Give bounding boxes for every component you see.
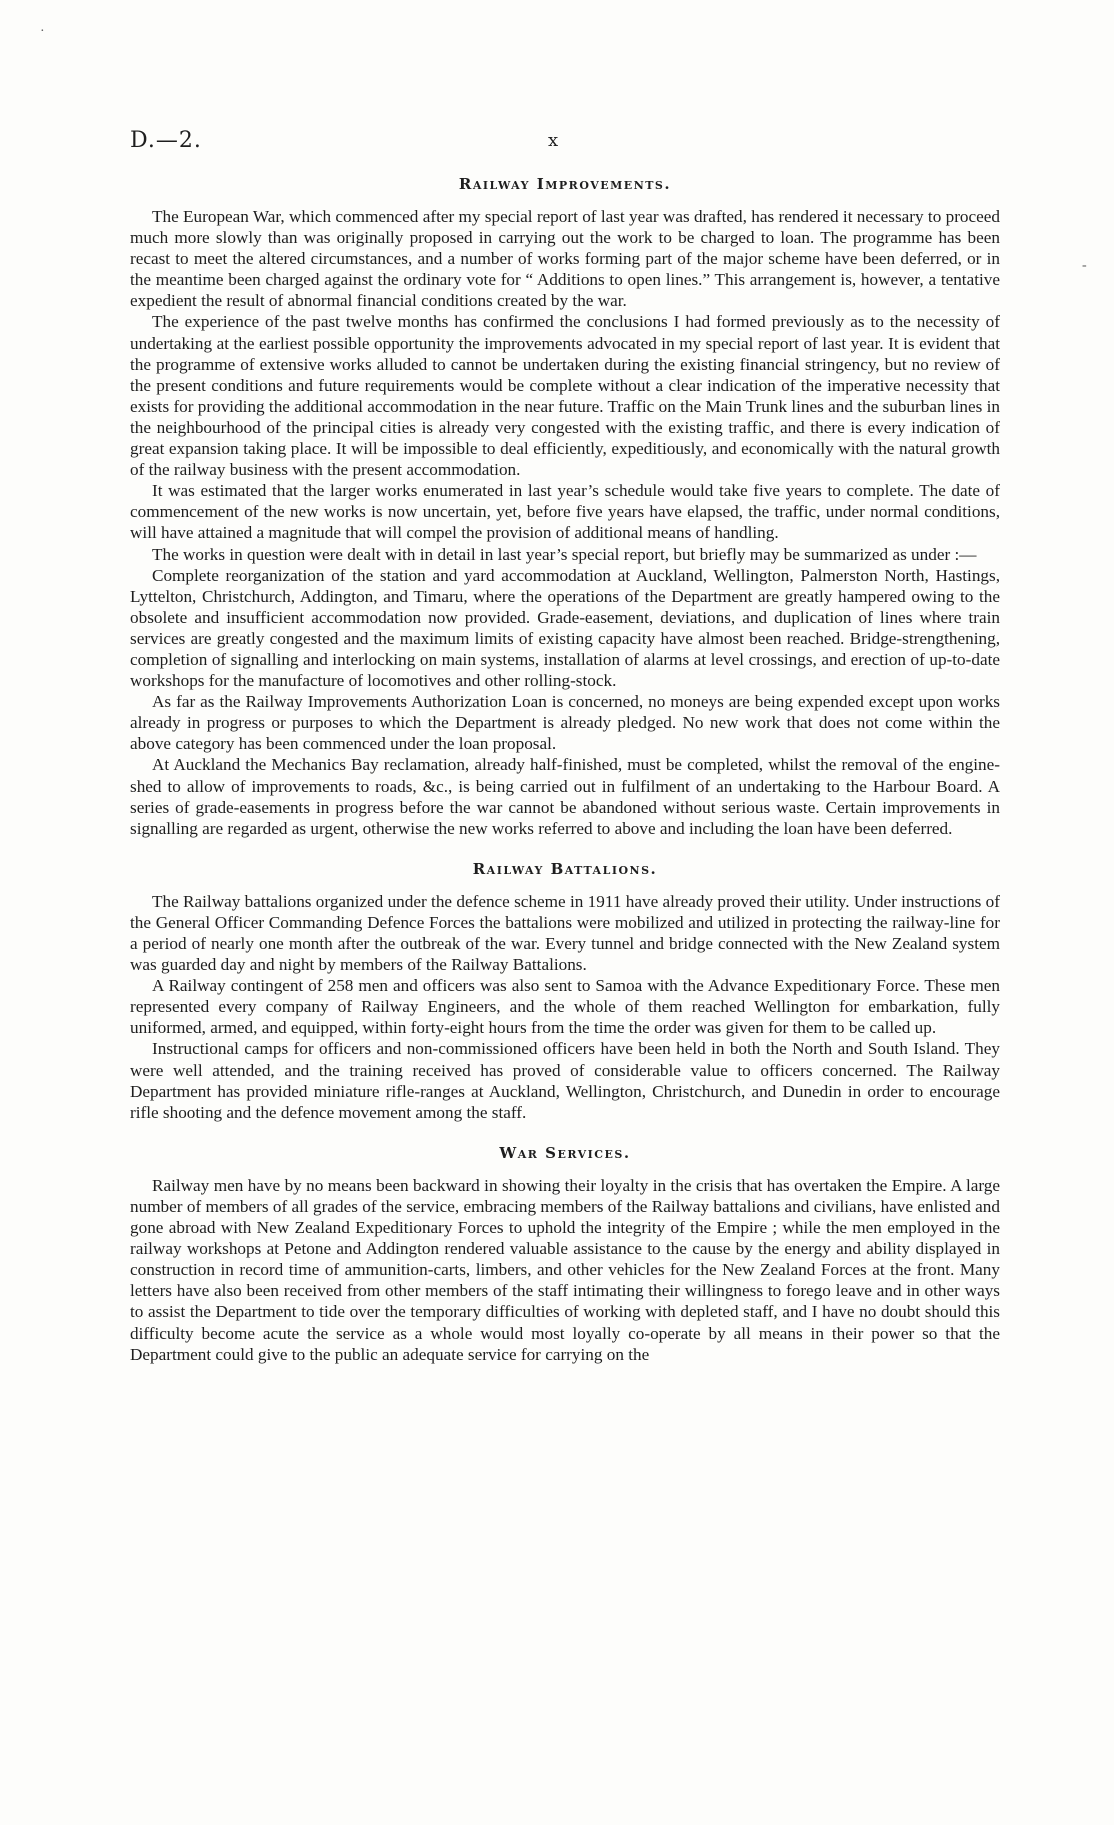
page-header [130,128,1000,158]
paragraph: As far as the Railway Improvements Authorization Loan is concerned, no moneys are being expended except upon works already in progress or purposes to which the Department is already pledged. No new work that does not come within the above category has been commenced under the loan proposal. [130,692,1000,754]
section-railway-battalions [130,859,1000,1123]
paragraph: The Railway battalions organized under the defence scheme in 1911 have already proved their utility. Under instructions of the General Officer Commanding Defence Forces the battalions were mobilized and utilized in protecting the railway-line for a period of nearly one month after the outbreak of the war. Every tunnel and bridge connected with the New Zealand system was guarded day and night by members of the Railway Battalions. [130,891,1000,975]
section-war-services [130,1143,1000,1365]
paragraph: It was estimated that the larger works enumerated in last year’s schedule would take five years to complete. The date of commencement of the new works is now uncertain, yet, before five years have elapsed, the traffic, under normal conditions, will have attained a magnitude that will compel the provision of additional means of handling. [130,481,1000,543]
section-heading: Railway Improvements. [458,175,672,193]
page-body [130,174,1000,1365]
paragraph: The works in question were dealt with in detail in last year’s special report, but briefly may be summarized as under :— [152,544,977,564]
paragraph: Railway men have by no means been backward in showing their loyalty in the crisis that has overtaken the Empire. A large number of members of all grades of the service, embracing members of the Railway battalions and civilians, have enlisted and gone abroad with New Zealand Expeditionary Forces to uphold the integrity of the Empire ; while the men employed in the railway workshops at Petone and Addington rendered valuable assistance to the cause by the energy and ability displayed in construction in record time of ammunition-carts, limbers, and other vehicles for the New Zealand Forces at the front. Many letters have also been received from other members of the staff intimating their willingness to forego leave and in other ways to assist the Department to tide over the temporary difficulties of working with depleted staff, and I have no doubt should this difficulty become acute the service as a whole would most loyally co-operate by all means in their power so that the Department could give to the public an adequate service for carrying on the [130,1175,1000,1364]
paragraph: A Railway contingent of 258 men and officers was also sent to Samoa with the Advance Expeditionary Force. These men represented every company of Railway Engineers, and the whole of them reached Wellington for embarkation, fully uniformed, armed, and equipped, within forty-eight hours from the time the order was given for them to be called up. [130,976,1000,1038]
paragraph: At Auckland the Mechanics Bay reclamation, already half-finished, must be completed, whilst the removal of the engine-shed to allow of improvements to roads, &c., is being carried out in fulfilment of an undertaking to the Harbour Board. A series of grade-easements in progress before the war cannot be abandoned without serious waste. Certain improvements in signalling are regarded as urgent, otherwise the new works referred to above and including the loan have been deferred. [130,755,1000,838]
margin-mark: · [40,24,45,39]
paragraph: The European War, which commenced after my special report of last year was drafted, has rendered it necessary to proceed much more slowly than was originally proposed in carrying out the work to be charged to loan. The programme has been recast to meet the altered circumstances, and a number of works forming part of the major scheme have been deferred, or in the meantime been charged against the ordinary vote for “ Additions to open lines.” This arrangement is, however, a tentative expedient the result of abnormal financial conditions created by the war. [130,207,1000,311]
section-railway-improvements [130,174,1000,839]
paragraph: Instructional camps for officers and non-commissioned officers have been held in both the North and South Island. They were well attended, and the training received has proved of considerable value to officers concerned. The Railway Department has provided miniature rifle-ranges at Auckland, Wellington, Christchurch, and Dunedin in order to encourage rifle shooting and the defence movement among the staff. [130,1039,1000,1122]
document-reference: D.—2. [130,128,202,153]
paragraph: The experience of the past twelve months has confirmed the conclusions I had formed previously as to the necessity of undertaking at the earliest possible opportunity the improvements advocated in my special report of last year. It is evident that the programme of extensive works alluded to cannot be undertaken during the existing financial stringency, but no review of the present conditions and future requirements would be complete without a clear indication of the imperative necessity that exists for providing the additional accommodation in the near future. Traffic on the Main Trunk lines and the suburban lines in the neighbourhood of the principal cities is already very congested with the existing traffic, and there is every indication of great expansion taking place. It will be impossible to deal efficiently, expeditiously, and economically with the natural growth of the railway business with the present accommodation. [130,312,1000,480]
section-heading: Railway Battalions. [472,859,658,878]
section-heading: War Services. [499,1143,631,1162]
page-number: x [548,130,560,151]
margin-mark: - [1082,258,1087,273]
paragraph: Complete reorganization of the station and yard accommodation at Auckland, Wellington, Palmerston North, Hastings, Lyttelton, Christchurch, Addington, and Timaru, where the operations of the Department are greatly hampered owing to the obsolete and insufficient accommodation now provided. Grade-easement, deviations, and duplication of lines where train services are greatly congested and the maximum limits of existing capacity have almost been reached. Bridge-strengthening, completion of signalling and interlocking on main systems, installation of alarms at level crossings, and erection of up-to-date workshops for the manufacture of locomotives and other rolling-stock. [130,565,1000,691]
